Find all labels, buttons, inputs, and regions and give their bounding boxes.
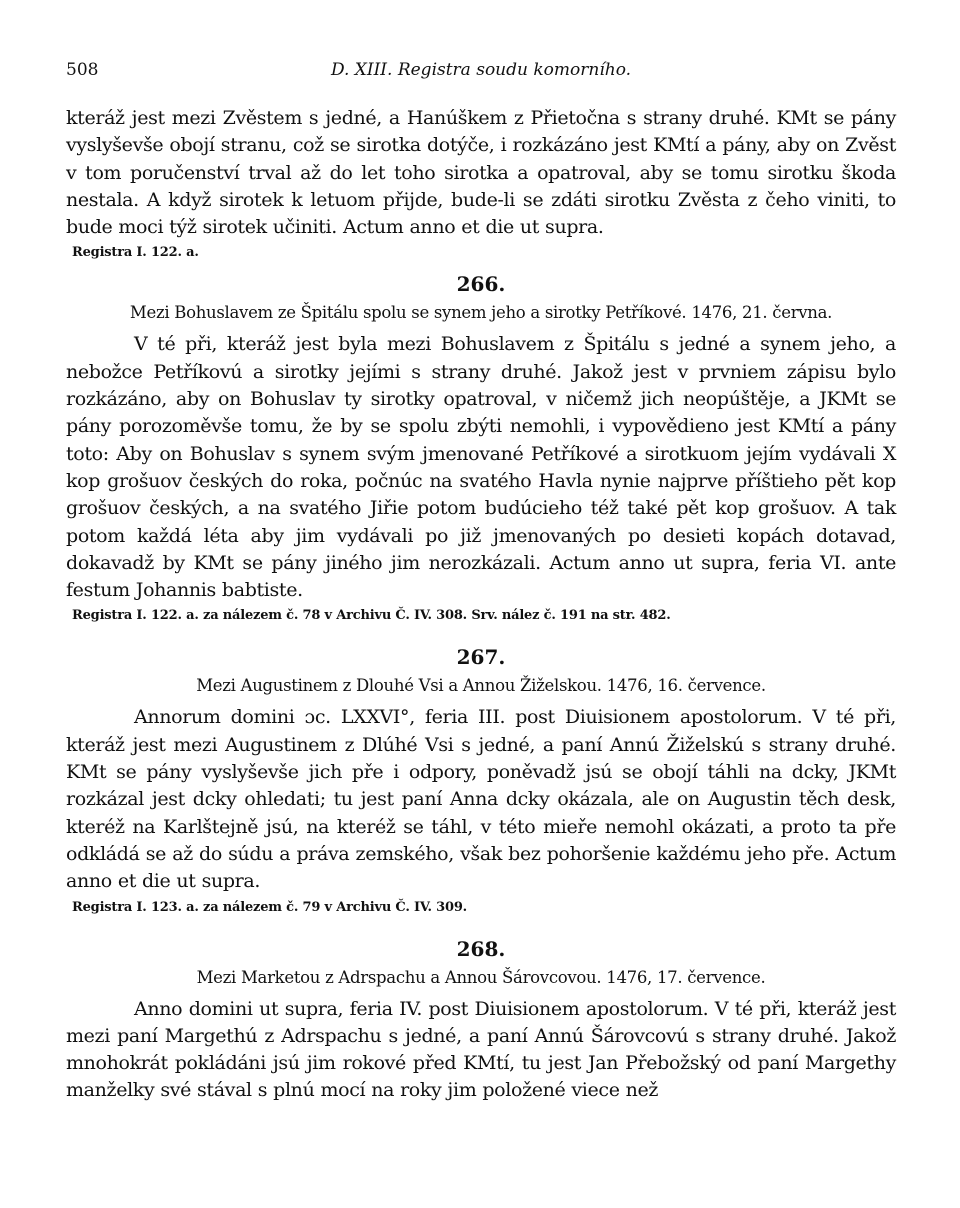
entry-summary: Mezi Marketou z Adrspachu a Annou Šárovcovou. 1476, 17. července. xyxy=(196,967,766,987)
entry-266 xyxy=(66,273,896,626)
continued-paragraph: kteráž jest mezi Zvěstem s jedné, a Hanúškem z Přietočna s strany druhé. KMt se pány vyslyševše obojí stranu, což se sirotka dotýče, i rozkázáno jest KMtí a pány, aby on Zvěst v tom poručenství trval až do let toho sirotka a opatroval, aby se tomu sirotku škoda nestala. A když sirotek k letuom přijde, bude-li se zdáti sirotku Zvěsta z čeho viniti, to bude moci týž sirotek učiniti. Actum anno et die ut supra. xyxy=(66,107,896,239)
entry-267 xyxy=(66,646,896,917)
entry-text: V té při, kteráž jest byla mezi Bohuslavem z Špitálu s jedné a synem jeho, a nebožce Petříkovú a sirotky jejími s strany druhé. Jakož jest v prvniem zápisu bylo rozkázáno, aby on Bohuslav ty sirotky opatroval, v ničemž jich neopúštěje, a JKMt se pány porozoměvše tomu, že by se spolu zbýti nemohli, i vypovědieno jest KMtí a pány toto: Aby on Bohuslav s synem svým jmenované Petříkové a sirotkuom jejím vydávali X kop grošuov českých do roka, počnúc na svatého Havla nynie najprve příštieho pět kop grošuov českých, a na svatého Jiřie potom budúcieho též také pět kop grošuov. A tak potom každá léta aby jim vydávali po již jmenovaných po desieti kopách dotavad, dokavadž by KMt se pány jiného jim nerozkázali. Actum anno ut supra, feria VI. ante festum Johannis babtiste. xyxy=(66,333,896,602)
entry-number: 268. xyxy=(456,936,506,961)
entry-268 xyxy=(66,938,896,1105)
source-note: Registra I. 122. a. xyxy=(72,245,199,261)
source-note: Registra I. 123. a. za nálezem č. 79 v Archivu Č. IV. 309. xyxy=(72,899,467,915)
entry-number: 266. xyxy=(456,272,506,297)
page-number: 508 xyxy=(66,60,99,80)
entry-summary: Mezi Augustinem z Dlouhé Vsi a Annou Žiželskou. 1476, 16. července. xyxy=(196,676,766,696)
source-note: Registra I. 122. a. za nálezem č. 78 v Archivu Č. IV. 308. Srv. nález č. 191 na str. 482. xyxy=(72,608,671,624)
running-title: D. XIII. Registra soudu komorního. xyxy=(330,60,632,80)
running-head xyxy=(66,60,896,86)
entry-text: Anno domini ut supra, feria IV. post Diuisionem apostolorum. V té při, kteráž jest mezi paní Margethú z Adrspachu s jedné, a paní Annú Šárovcovú s strany druhé. Jakož mnohokrát pokládáni jsú jim rokové před KMtí, tu jest Jan Přebožský od paní Margethy manželky své stával s plnú mocí na roky jim položené viece než xyxy=(66,997,896,1102)
entry-summary: Mezi Bohuslavem ze Špitálu spolu se synem jeho a sirotky Petříkové. 1476, 21. června. xyxy=(129,303,833,323)
entry-number: 267. xyxy=(456,645,506,670)
entry-text: Annorum domini ɔc. LXXVI°, feria III. post Diuisionem apostolorum. V té při, kteráž jest mezi Augustinem z Dlúhé Vsi s jedné, a paní Annú Žiželskú s strany druhé. KMt se pány vyslyševše jich pře i odpory, poněvadž jsú se obojí táhli na dcky, JKMt rozkázal jest dcky ohledati; tu jest paní Anna dcky okázala, ale on Augustin těch desk, kteréž na Karlštejně jsú, na kteréž se táhl, v této mieře nemohl okázati, a proto ta pře odkládá se až do súdu a práva zemského, však bez pohoršenie každému jeho pře. Actum anno et die ut supra. xyxy=(66,706,896,893)
